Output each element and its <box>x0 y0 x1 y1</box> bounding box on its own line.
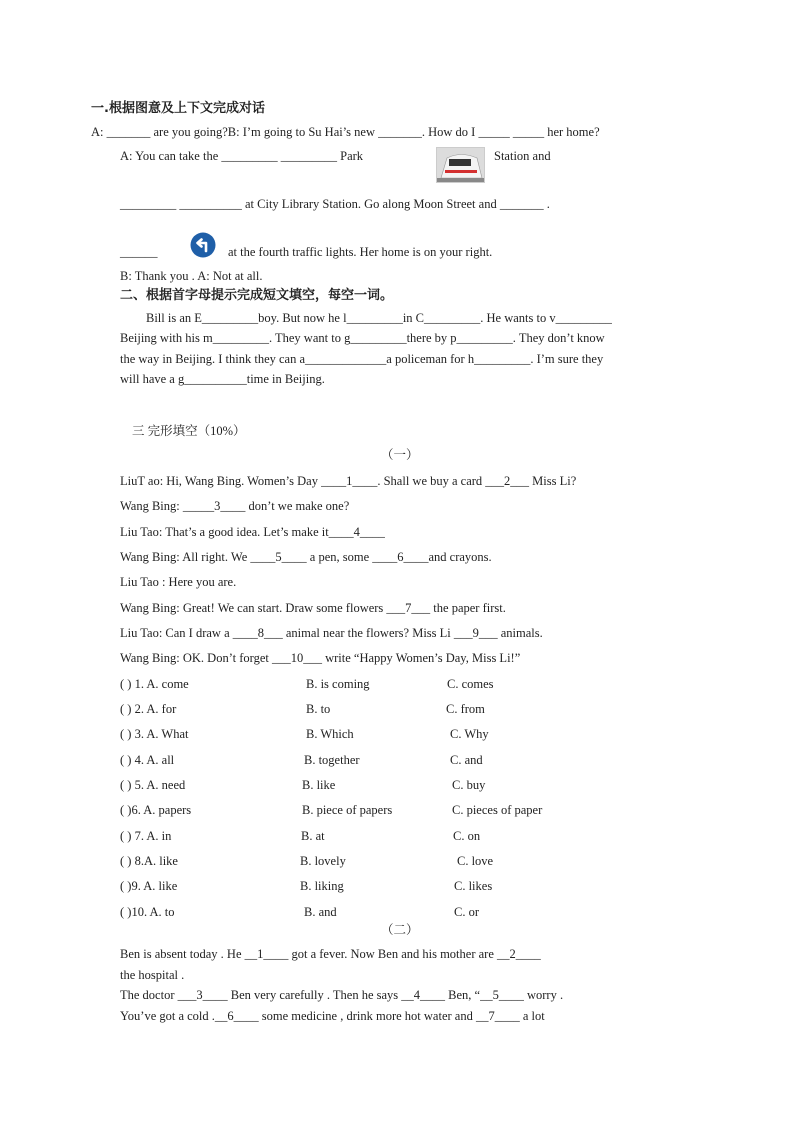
text-line: ( ) 7. A. in <box>120 829 172 843</box>
text-line: ______ <box>120 245 158 259</box>
text-line: Bill is an E_________boy. But now he l_________in C_________. He wants to v_________ <box>146 311 612 325</box>
text-line: ( )9. A. like <box>120 879 178 893</box>
text-line: Liu Tao : Here you are. <box>120 575 237 589</box>
text-line: C. and <box>450 753 483 767</box>
text-line: ( )10. A. to <box>120 905 175 919</box>
text-line: Liu Tao: Can I draw a ____8___ animal near the flowers? Miss Li ___9___ animals. <box>120 626 543 640</box>
text-line: 三 完形填空（10%） <box>132 424 246 438</box>
text-line: C. Why <box>450 727 489 741</box>
text-line: Liu Tao: That’s a good idea. Let’s make it____4____ <box>120 525 385 539</box>
text-line: the way in Beijing. I think they can a_____________a policeman for h_________. I’m sure they <box>120 352 604 366</box>
text-line: ( ) 2. A. for <box>120 702 177 716</box>
text-line: C. likes <box>454 879 493 893</box>
text-line: （二） <box>381 923 419 937</box>
text-line: Ben is absent today . He __1____ got a fever. Now Ben and his mother are __2____ <box>120 947 541 961</box>
text-line: The doctor ___3____ Ben very carefully . Then he says __4____ Ben, “__5____ worry . <box>120 988 564 1002</box>
text-line: You’ve got a cold .__6____ some medicine , drink more hot water and __7____ a lot <box>120 1009 545 1023</box>
text-line: LiuT ao: Hi, Wang Bing. Women’s Day ____1____. Shall we buy a card ___2___ Miss Li? <box>120 474 577 488</box>
text-line: B. and <box>304 905 337 919</box>
text-line: B. at <box>301 829 325 843</box>
text-line: C. pieces of paper <box>452 803 543 817</box>
text-line: C. on <box>453 829 481 843</box>
text-line: B. lovely <box>300 854 346 868</box>
text-line: will have a g__________time in Beijing. <box>120 372 325 386</box>
text-line: B. piece of papers <box>302 803 393 817</box>
text-line: B. to <box>306 702 331 716</box>
text-line: B. together <box>304 753 360 767</box>
text-line: 一.根据图意及上下文完成对话 <box>91 101 265 116</box>
text-line: Wang Bing: All right. We ____5____ a pen, some ____6____and crayons. <box>120 550 492 564</box>
text-line: Station and <box>494 149 551 163</box>
text-line: ( ) 3. A. What <box>120 727 189 741</box>
text-line: the hospital . <box>120 968 185 982</box>
text-line: Wang Bing: OK. Don’t forget ___10___ write “Happy Women’s Day, Miss Li!” <box>120 651 521 665</box>
text-line: ( ) 8.A. like <box>120 854 178 868</box>
text-line: （一） <box>381 448 419 462</box>
text-line: ( )6. A. papers <box>120 803 192 817</box>
text-line: Wang Bing: Great! We can start. Draw some flowers ___7___ the paper first. <box>120 601 506 615</box>
text-line: B: Thank you . A: Not at all. <box>120 269 263 283</box>
text-line: at the fourth traffic lights. Her home is on your right. <box>228 245 493 259</box>
text-line: A: _______ are you going?B: I’m going to Su Hai’s new _______. How do I _____ _____ her home? <box>91 125 600 139</box>
text-line: C. from <box>446 702 485 716</box>
text-line: ( ) 4. A. all <box>120 753 175 767</box>
text-line: 二、根据首字母提示完成短文填空，每空一词。 <box>120 288 394 303</box>
text-line: B. is coming <box>306 677 370 691</box>
text-line: C. love <box>457 854 494 868</box>
text-line: ( ) 1. A. come <box>120 677 189 691</box>
subway-train-image <box>436 147 485 183</box>
text-line: C. or <box>454 905 479 919</box>
text-line: B. like <box>302 778 336 792</box>
text-line: C. buy <box>452 778 486 792</box>
text-line: A: You can take the _________ _________ Park <box>120 149 364 163</box>
text-line: Wang Bing: _____3____ don’t we make one? <box>120 499 350 513</box>
text-line: ( ) 5. A. need <box>120 778 186 792</box>
text-line: _________ __________ at City Library Station. Go along Moon Street and _______ . <box>120 197 550 211</box>
turn-left-icon <box>190 232 216 258</box>
text-line: B. Which <box>306 727 354 741</box>
text-line: C. comes <box>447 677 494 691</box>
text-line: Beijing with his m_________. They want to g_________there by p_________. They don’t know <box>120 331 605 345</box>
text-line: B. liking <box>300 879 344 893</box>
